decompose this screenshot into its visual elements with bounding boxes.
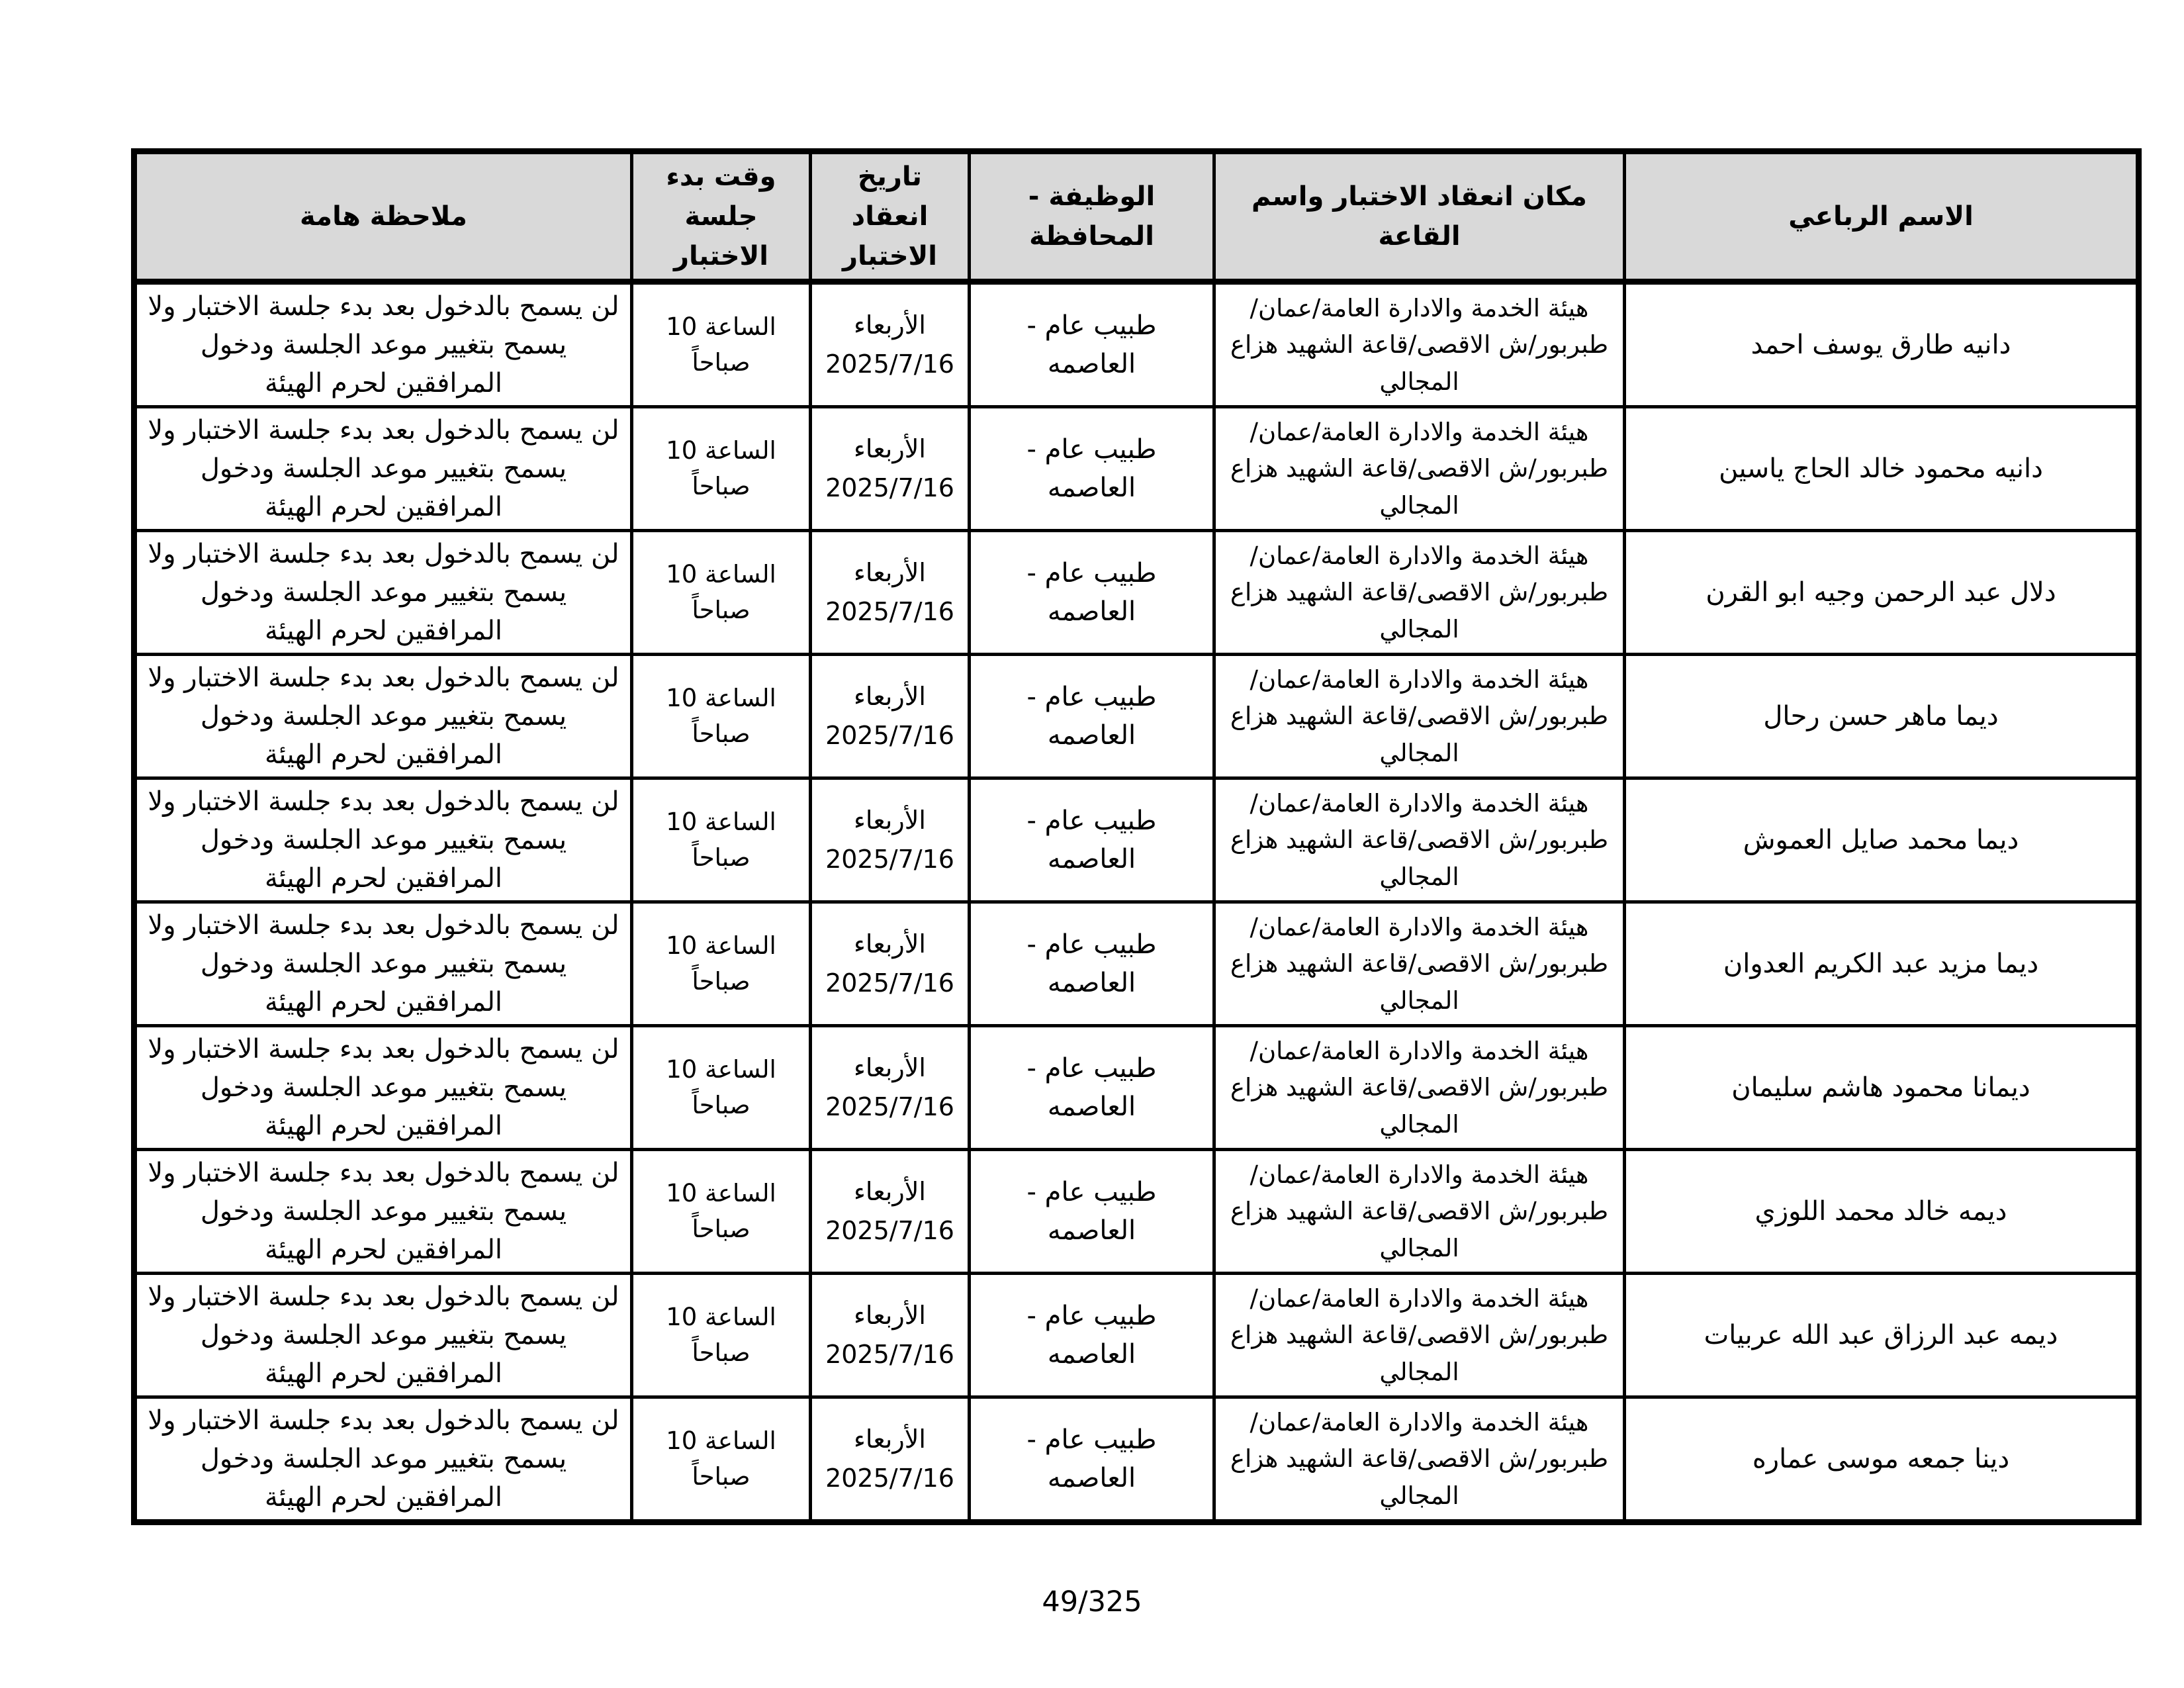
cell-full-name: دينا جمعه موسى عماره xyxy=(1625,1397,2139,1523)
cell-exam-location: هيئة الخدمة والادارة العامة/عمان/طبربور/ش الاقصى/قاعة الشهيد هزاع المجالي xyxy=(1214,655,1625,778)
cell-exam-date xyxy=(811,1397,970,1523)
cell-exam-date xyxy=(811,282,970,407)
cell-start-time: الساعة 10 صباحاً xyxy=(632,1274,811,1397)
table-row xyxy=(134,655,2139,778)
table-row xyxy=(134,407,2139,531)
header-job-governorate: الوظيفة - المحافظة xyxy=(970,152,1214,282)
cell-full-name: ديما محمد صايل العموش xyxy=(1625,778,2139,902)
cell-exam-date xyxy=(811,531,970,655)
exam-day: الأربعاء xyxy=(854,682,926,712)
cell-exam-date xyxy=(811,655,970,778)
cell-exam-location: هيئة الخدمة والادارة العامة/عمان/طبربور/ش الاقصى/قاعة الشهيد هزاع المجالي xyxy=(1214,282,1625,407)
header-row xyxy=(134,152,2139,282)
cell-important-note: لن يسمح بالدخول بعد بدء جلسة الاختبار ولا يسمح بتغيير موعد الجلسة ودخول المرافقين لحرم الهيئة xyxy=(134,1274,632,1397)
cell-exam-location: هيئة الخدمة والادارة العامة/عمان/طبربور/ش الاقصى/قاعة الشهيد هزاع المجالي xyxy=(1214,1274,1625,1397)
exam-day: الأربعاء xyxy=(854,310,926,340)
exam-schedule-table xyxy=(131,148,2142,1525)
cell-important-note: لن يسمح بالدخول بعد بدء جلسة الاختبار ولا يسمح بتغيير موعد الجلسة ودخول المرافقين لحرم الهيئة xyxy=(134,778,632,902)
cell-start-time: الساعة 10 صباحاً xyxy=(632,1150,811,1274)
cell-exam-date xyxy=(811,1274,970,1397)
exam-day: الأربعاء xyxy=(854,1301,926,1331)
cell-important-note: لن يسمح بالدخول بعد بدء جلسة الاختبار ولا يسمح بتغيير موعد الجلسة ودخول المرافقين لحرم الهيئة xyxy=(134,1397,632,1523)
cell-start-time: الساعة 10 صباحاً xyxy=(632,282,811,407)
exam-date-value: 2025/7/16 xyxy=(825,721,954,750)
cell-exam-date xyxy=(811,778,970,902)
table-row xyxy=(134,282,2139,407)
cell-exam-date xyxy=(811,407,970,531)
exam-date-value: 2025/7/16 xyxy=(825,350,954,379)
cell-full-name: ديمانا محمود هاشم سليمان xyxy=(1625,1026,2139,1150)
cell-full-name: دانيه محمود خالد الحاج ياسين xyxy=(1625,407,2139,531)
exam-date-value: 2025/7/16 xyxy=(825,1340,954,1369)
cell-exam-date xyxy=(811,902,970,1026)
cell-full-name: ديمه خالد محمد اللوزي xyxy=(1625,1150,2139,1274)
exam-date-value: 2025/7/16 xyxy=(825,1216,954,1245)
exam-day: الأربعاء xyxy=(854,806,926,835)
exam-date-value: 2025/7/16 xyxy=(825,473,954,502)
cell-exam-date xyxy=(811,1150,970,1274)
table-body xyxy=(134,282,2139,1523)
cell-important-note: لن يسمح بالدخول بعد بدء جلسة الاختبار ولا يسمح بتغيير موعد الجلسة ودخول المرافقين لحرم الهيئة xyxy=(134,407,632,531)
cell-job-governorate: طبيب عام - العاصمه xyxy=(970,902,1214,1026)
cell-full-name: ديما مزيد عبد الكريم العدوان xyxy=(1625,902,2139,1026)
exam-day: الأربعاء xyxy=(854,434,926,464)
cell-important-note: لن يسمح بالدخول بعد بدء جلسة الاختبار ولا يسمح بتغيير موعد الجلسة ودخول المرافقين لحرم الهيئة xyxy=(134,902,632,1026)
cell-job-governorate: طبيب عام - العاصمه xyxy=(970,1150,1214,1274)
exam-day: الأربعاء xyxy=(854,1053,926,1083)
page-number: 49/325 xyxy=(1042,1585,1142,1618)
cell-job-governorate: طبيب عام - العاصمه xyxy=(970,1026,1214,1150)
cell-full-name: دلال عبد الرحمن وجيه ابو القرن xyxy=(1625,531,2139,655)
cell-start-time: الساعة 10 صباحاً xyxy=(632,778,811,902)
cell-important-note: لن يسمح بالدخول بعد بدء جلسة الاختبار ولا يسمح بتغيير موعد الجلسة ودخول المرافقين لحرم الهيئة xyxy=(134,1150,632,1274)
table-row xyxy=(134,531,2139,655)
exam-date-value: 2025/7/16 xyxy=(825,1464,954,1493)
exam-day: الأربعاء xyxy=(854,929,926,959)
table-row xyxy=(134,1150,2139,1274)
cell-job-governorate: طبيب عام - العاصمه xyxy=(970,1274,1214,1397)
cell-start-time: الساعة 10 صباحاً xyxy=(632,407,811,531)
table-row xyxy=(134,1026,2139,1150)
header-important-note: ملاحظة هامة xyxy=(134,152,632,282)
header-full-name: الاسم الرباعي xyxy=(1625,152,2139,282)
cell-important-note: لن يسمح بالدخول بعد بدء جلسة الاختبار ولا يسمح بتغيير موعد الجلسة ودخول المرافقين لحرم الهيئة xyxy=(134,655,632,778)
cell-job-governorate: طبيب عام - العاصمه xyxy=(970,1397,1214,1523)
table-row xyxy=(134,1274,2139,1397)
cell-full-name: ديما ماهر حسن رحال xyxy=(1625,655,2139,778)
exam-date-value: 2025/7/16 xyxy=(825,845,954,874)
header-exam-location: مكان انعقاد الاختبار واسم القاعة xyxy=(1214,152,1625,282)
cell-start-time: الساعة 10 صباحاً xyxy=(632,655,811,778)
cell-job-governorate: طبيب عام - العاصمه xyxy=(970,778,1214,902)
cell-important-note: لن يسمح بالدخول بعد بدء جلسة الاختبار ولا يسمح بتغيير موعد الجلسة ودخول المرافقين لحرم الهيئة xyxy=(134,1026,632,1150)
cell-exam-location: هيئة الخدمة والادارة العامة/عمان/طبربور/ش الاقصى/قاعة الشهيد هزاع المجالي xyxy=(1214,778,1625,902)
cell-exam-location: هيئة الخدمة والادارة العامة/عمان/طبربور/ش الاقصى/قاعة الشهيد هزاع المجالي xyxy=(1214,1397,1625,1523)
exam-day: الأربعاء xyxy=(854,1425,926,1454)
cell-start-time: الساعة 10 صباحاً xyxy=(632,902,811,1026)
cell-exam-location: هيئة الخدمة والادارة العامة/عمان/طبربور/ش الاقصى/قاعة الشهيد هزاع المجالي xyxy=(1214,531,1625,655)
cell-exam-location: هيئة الخدمة والادارة العامة/عمان/طبربور/ش الاقصى/قاعة الشهيد هزاع المجالي xyxy=(1214,1150,1625,1274)
exam-day: الأربعاء xyxy=(854,1177,926,1207)
cell-exam-location: هيئة الخدمة والادارة العامة/عمان/طبربور/ش الاقصى/قاعة الشهيد هزاع المجالي xyxy=(1214,902,1625,1026)
header-exam-date: تاريخ انعقاد الاختبار xyxy=(811,152,970,282)
cell-job-governorate: طبيب عام - العاصمه xyxy=(970,655,1214,778)
cell-job-governorate: طبيب عام - العاصمه xyxy=(970,407,1214,531)
cell-job-governorate: طبيب عام - العاصمه xyxy=(970,282,1214,407)
cell-job-governorate: طبيب عام - العاصمه xyxy=(970,531,1214,655)
cell-full-name: دانيه طارق يوسف احمد xyxy=(1625,282,2139,407)
cell-start-time: الساعة 10 صباحاً xyxy=(632,1397,811,1523)
exam-date-value: 2025/7/16 xyxy=(825,968,954,998)
exam-day: الأربعاء xyxy=(854,558,926,588)
cell-full-name: ديمه عبد الرزاق عبد الله عربيات xyxy=(1625,1274,2139,1397)
cell-exam-location: هيئة الخدمة والادارة العامة/عمان/طبربور/ش الاقصى/قاعة الشهيد هزاع المجالي xyxy=(1214,1026,1625,1150)
cell-important-note: لن يسمح بالدخول بعد بدء جلسة الاختبار ولا يسمح بتغيير موعد الجلسة ودخول المرافقين لحرم الهيئة xyxy=(134,531,632,655)
cell-start-time: الساعة 10 صباحاً xyxy=(632,1026,811,1150)
cell-important-note: لن يسمح بالدخول بعد بدء جلسة الاختبار ولا يسمح بتغيير موعد الجلسة ودخول المرافقين لحرم الهيئة xyxy=(134,282,632,407)
header-start-time: وقت بدء جلسة الاختبار xyxy=(632,152,811,282)
table-row xyxy=(134,1397,2139,1523)
exam-date-value: 2025/7/16 xyxy=(825,597,954,626)
exam-date-value: 2025/7/16 xyxy=(825,1092,954,1121)
cell-start-time: الساعة 10 صباحاً xyxy=(632,531,811,655)
cell-exam-location: هيئة الخدمة والادارة العامة/عمان/طبربور/ش الاقصى/قاعة الشهيد هزاع المجالي xyxy=(1214,407,1625,531)
table-header xyxy=(134,152,2139,282)
cell-exam-date xyxy=(811,1026,970,1150)
table-row xyxy=(134,902,2139,1026)
table-row xyxy=(134,778,2139,902)
